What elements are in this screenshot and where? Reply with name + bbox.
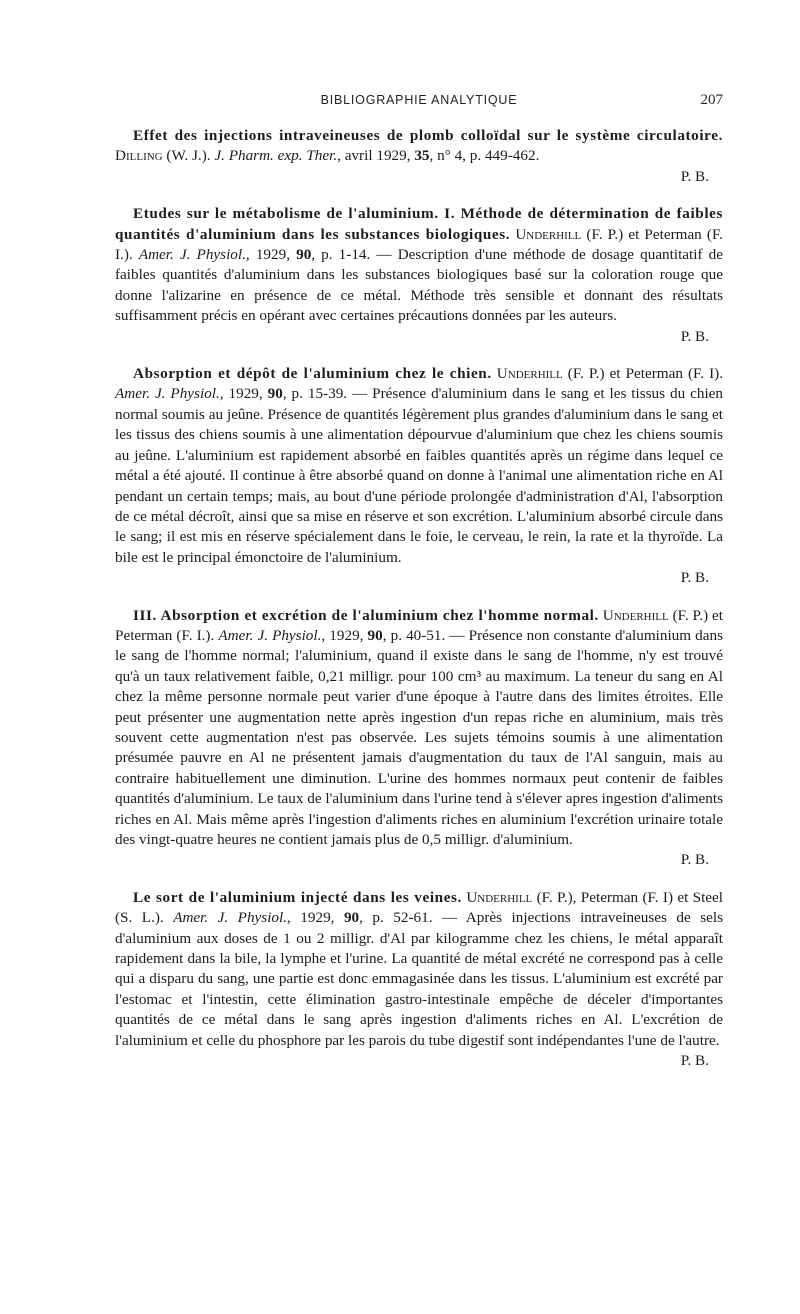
entry-signature: P. B. [680, 851, 709, 869]
entry-author: Underhill [515, 225, 582, 243]
entry-title: Effet des injections intraveineuses de plomb colloïdal sur le système circulatoire. [133, 127, 723, 144]
entry-journal: Amer. J. Physiol. [218, 626, 322, 644]
running-head [115, 90, 723, 116]
entry-author-initials: (F. P.) et Peterman (F. I.). [115, 606, 723, 644]
entry-pages: , p. 1-14. [311, 246, 371, 264]
bibliography-entry [115, 204, 723, 347]
entry-author: Underhill [602, 606, 669, 624]
entry-journal: Amer. J. Physiol. [138, 246, 246, 264]
entry-citation: , 1929, [321, 626, 368, 644]
entry-abstract: — Présence non constante d'aluminium dans le sang de l'homme normal; l'aluminium, quand il existe dans le sang de l'homme, n'y est trouvé qu'à un taux relativement faible, 0,21 milligr. pour 100 cm³ au maximum. La teneur du sang en Al chez la même personne normale peut varier d'une époque à l'autre dans des limites étroites. Elle peut présenter une augmentation nette après ingestion d'un repas riche en aluminium, mais très souvent cette augmentation n'est pas observée. Les sujets témoins soumis à une alimentation présumée pauvre en Al ne présentent jamais d'augmentation du taux de l'Al sanguin, mais au contraire habituellement une diminution. L'urine des hommes normaux peut contenir de faibles quantités d'aluminium. Le taux de l'aluminium dans l'urine tend à s'élever apres ingestion d'aliments riches en Al. Mais même après l'ingestion d'aliments riches en aluminium l'excrétion urinaire totale des vingt-quatre heures ne contient jamais plus de 0,5 milligr. d'aluminium. [115, 626, 723, 848]
entry-abstract: — Après injections intraveineuses de sels d'aluminium aux doses de 1 ou 2 milligr. d'Al par kilogramme chez les chiens, le métal apparaît rapidement dans la bile, la lymphe et l'urine. La quantité de métal excrété ne correspond pas à celle qui a disparu du sang, une partie est donc emmagasinée dans les tissus. L'aluminium est excrété par l'estomac et l'intestin, cette élimination gastro-intestinale empêche de déceler d'importantes quantités de ce métal dans le sang après ingestion d'aliments riches en Al. L'excrétion de l'aluminium et celle du phosphore par les parois du tube digestif sont indépendantes l'une de l'autre. [115, 909, 724, 1049]
entry-volume: 90 [296, 246, 312, 264]
entry-signature: P. B. [680, 167, 709, 185]
entry-author-initials: (F. P.) et Peterman (F. I.). [115, 225, 723, 264]
bibliography-entry [115, 888, 723, 1072]
journal-page [115, 90, 723, 1088]
entry-pages: , p. 52-61. [359, 909, 433, 927]
entry-abstract: — Présence d'aluminium dans le sang et les tissus du chien normal soumis au jeûne. Présence de quantités légèrement plus grandes d'aluminium dans le sang et les tissus des chiens soumis à une alimentation dépourvue d'aluminium que chez les chiens soumis au jeûne. L'aluminium est rapidement absorbé en faibles quantités après un régime dans lequel ce métal a été ajouté. Il continue à être absorbé quand on donne à l'animal une alimentation riche en Al pendant un certain temps; mais, au bout d'une période prolongée d'administration d'Al, l'absorption de ce métal décroît, ainsi que sa mise en réserve et son excrétion. L'aluminium absorbé circule dans le sang; il est mis en réserve spécialement dans le foie, le cerveau, le rein, la rate et la thyroïde. La bile est le principal émonctoire de l'aluminium. [115, 385, 724, 566]
entry-journal: Amer. J. Physiol. [115, 385, 220, 403]
entry-title: III. Absorption et excrétion de l'aluminium chez l'homme normal. [133, 606, 599, 624]
entry-author: Dilling [115, 147, 163, 165]
entry-volume: 90 [343, 909, 360, 927]
entry-abstract: — Description d'une méthode de dosage quantitatif de faibles quantités d'aluminium dans les substances biologiques basé sur la coloration rouge que donne l'alizarine en présence de ce métal. Méthode très sensible et donnant des résultats suffisamment précis en opérant avec certaines précautions données par les auteurs. [115, 246, 723, 325]
entry-author-initials: (F. P.), Peterman (F. I) et Steel (S. L.). [115, 888, 723, 927]
entry-title: Absorption et dépôt de l'aluminium chez le chien. [133, 365, 492, 383]
entry-journal: Amer. J. Physiol. [173, 909, 288, 927]
entry-citation: , 1929, [219, 385, 268, 403]
entry-pages: , p. 15-39. [282, 385, 348, 403]
entry-pages: , p. 40-51. [382, 626, 446, 644]
entry-author: Underhill [466, 888, 533, 906]
entry-citation: , 1929, [287, 909, 344, 927]
page-number: 207 [700, 92, 723, 108]
entry-volume: 90 [267, 385, 283, 403]
entry-pages: , n° 4, p. 449-462. [429, 147, 540, 165]
entry-journal: J. Pharm. exp. Ther. [214, 147, 338, 165]
entry-signature: P. B. [680, 327, 709, 345]
entry-title: Le sort de l'aluminium injecté dans les veines. [133, 888, 462, 906]
entry-author: Underhill [496, 365, 563, 383]
bibliography-entry [115, 126, 723, 187]
entry-author-initials: (F. P.) et Peterman (F. I). [562, 365, 724, 383]
entry-signature: P. B. [680, 569, 709, 587]
entry-volume: 90 [367, 626, 383, 644]
entry-author-initials: (W. J.). [162, 147, 215, 165]
entry-citation: , avril 1929, [337, 147, 415, 165]
entry-signature: P. B. [680, 1052, 709, 1070]
bibliography-entry [115, 364, 723, 588]
bibliography-entry [115, 606, 723, 871]
entry-citation: , 1929, [245, 246, 297, 264]
entry-volume: 35 [414, 147, 430, 165]
running-title: BIBLIOGRAPHIE ANALYTIQUE [320, 93, 518, 107]
entry-title: Etudes sur le métabolisme de l'aluminium. I. Méthode de détermination de faibles quantités d'aluminium dans les substances biologiques. [115, 205, 723, 243]
